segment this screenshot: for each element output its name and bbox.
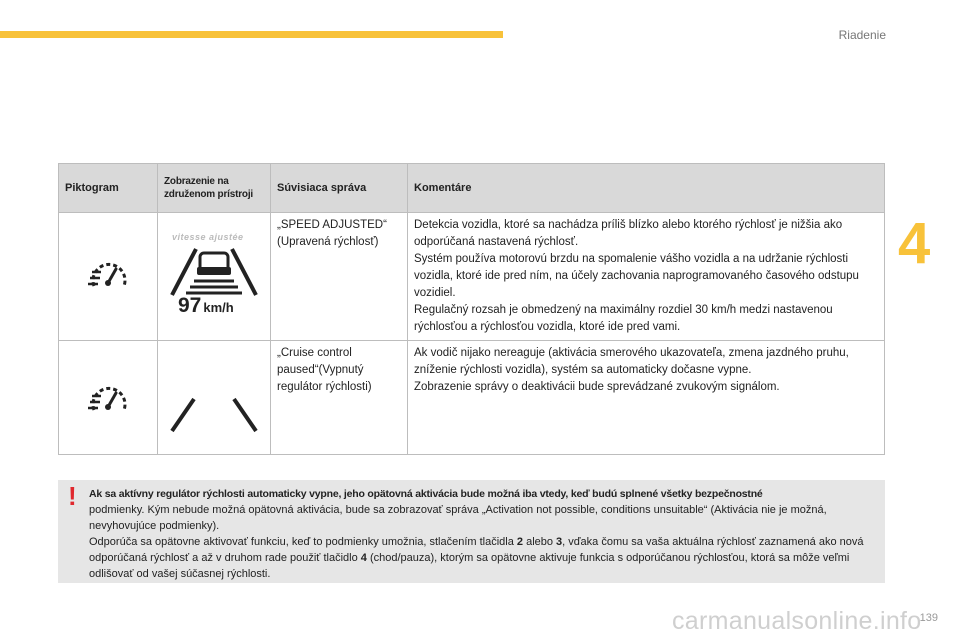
chapter-number: 4 xyxy=(898,211,931,276)
section-title: Riadenie xyxy=(838,28,886,42)
display-cell xyxy=(158,341,271,455)
button-number: 2 xyxy=(516,536,524,548)
comment-cell xyxy=(408,213,885,341)
warning-paragraph xyxy=(89,534,875,582)
message-table xyxy=(58,163,885,455)
col-header-display: Zobrazenie na združenom prístroji xyxy=(158,164,271,213)
warning-text: (chod/pauza), ktorým sa opätovne aktivuje funkcia s odporúčanou rýchlosťou, ktorá sa môže veľmi odlišovať od vašej súčasnej rýchlosti. xyxy=(89,552,850,580)
display-message-label: vitesse ajustée xyxy=(172,232,244,242)
pictogram-cell xyxy=(59,213,158,341)
button-number: 3 xyxy=(556,536,563,548)
warning-icon: ! xyxy=(68,481,77,511)
page-number: 139 xyxy=(919,612,938,624)
button-number: 4 xyxy=(360,552,367,564)
table-row xyxy=(59,341,885,455)
message-line: (Upravená rýchlosť) xyxy=(277,236,379,248)
warning-text: podmienky. Kým nebude možná opätovná aktivácia, bude sa zobrazovať správa „Activation not possible, conditions unsuitable“ (Aktivácia nie je možná, nevyhovujúce podmienky). xyxy=(89,504,827,532)
cruise-control-icon xyxy=(86,256,130,292)
comment-paragraph: Zobrazenie správy o deaktivácii bude sprevádzané zvukovým signálom. xyxy=(414,381,780,393)
display-speed xyxy=(178,294,234,317)
warning-text: alebo xyxy=(523,536,557,548)
message-line: „Cruise control paused“(Vypnutý regulátor rýchlosti) xyxy=(277,347,372,393)
message-cell xyxy=(271,213,408,341)
table-header-row xyxy=(59,164,885,213)
speed-unit: km/h xyxy=(203,300,234,315)
speed-value: 97 xyxy=(178,294,202,317)
comment-paragraph: Ak vodič nijako nereaguje (aktivácia smerového ukazovateľa, zmena jazdného pruhu, zníženie rýchlosti vozidla), systém sa automaticky dočasne vypne. xyxy=(414,347,849,376)
warning-heading: Ak sa aktívny regulátor rýchlosti automaticky vypne, jeho opätovná aktivácia bude možná iba vtedy, keď budú splnené všetky bezpečnostné xyxy=(89,488,763,500)
cluster-display xyxy=(164,229,264,324)
comment-paragraph: Regulačný rozsah je obmedzený na maximálny rozdiel 30 km/h medzi nastavenou rýchlosťou a rýchlosťou vozidla, ktoré ide pred vami. xyxy=(414,304,833,333)
display-cell xyxy=(158,213,271,341)
warning-box xyxy=(58,480,885,583)
comment-paragraph: Systém používa motorovú brzdu na spomalenie vášho vozidla a na udržanie rýchlosti vozidla, ktoré ide pred ním, na účely zachovania naprogramovaného časového odstupu vozidiel. xyxy=(414,253,859,299)
warning-text: Odporúča sa opätovne aktivovať funkciu, keď to podmienky umožnia, stlačením tlačidla xyxy=(89,536,517,548)
warning-text: , vďaka čomu sa vaša aktuálna rýchlosť zaznamená ako nová odporúčaná rýchlosť a až v druhom rade použiť tlačidlo xyxy=(89,536,864,564)
lane-lines-icon xyxy=(164,353,264,443)
watermark: carmanualsonline.info xyxy=(672,607,922,635)
col-header-message: Súvisiaca správa xyxy=(271,164,408,213)
comment-cell xyxy=(408,341,885,455)
col-header-pictogram: Piktogram xyxy=(59,164,158,213)
pictogram-cell xyxy=(59,341,158,455)
table-row xyxy=(59,213,885,341)
comment-paragraph: Detekcia vozidla, ktoré sa nachádza príliš blízko alebo ktorého rýchlosť je nižšia ako odporúčaná nastavená rýchlosť. xyxy=(414,219,843,248)
accent-bar xyxy=(0,31,503,38)
cruise-control-icon xyxy=(86,380,130,416)
message-line: „SPEED ADJUSTED“ xyxy=(277,219,387,231)
col-header-comments: Komentáre xyxy=(408,164,885,213)
message-cell xyxy=(271,341,408,455)
